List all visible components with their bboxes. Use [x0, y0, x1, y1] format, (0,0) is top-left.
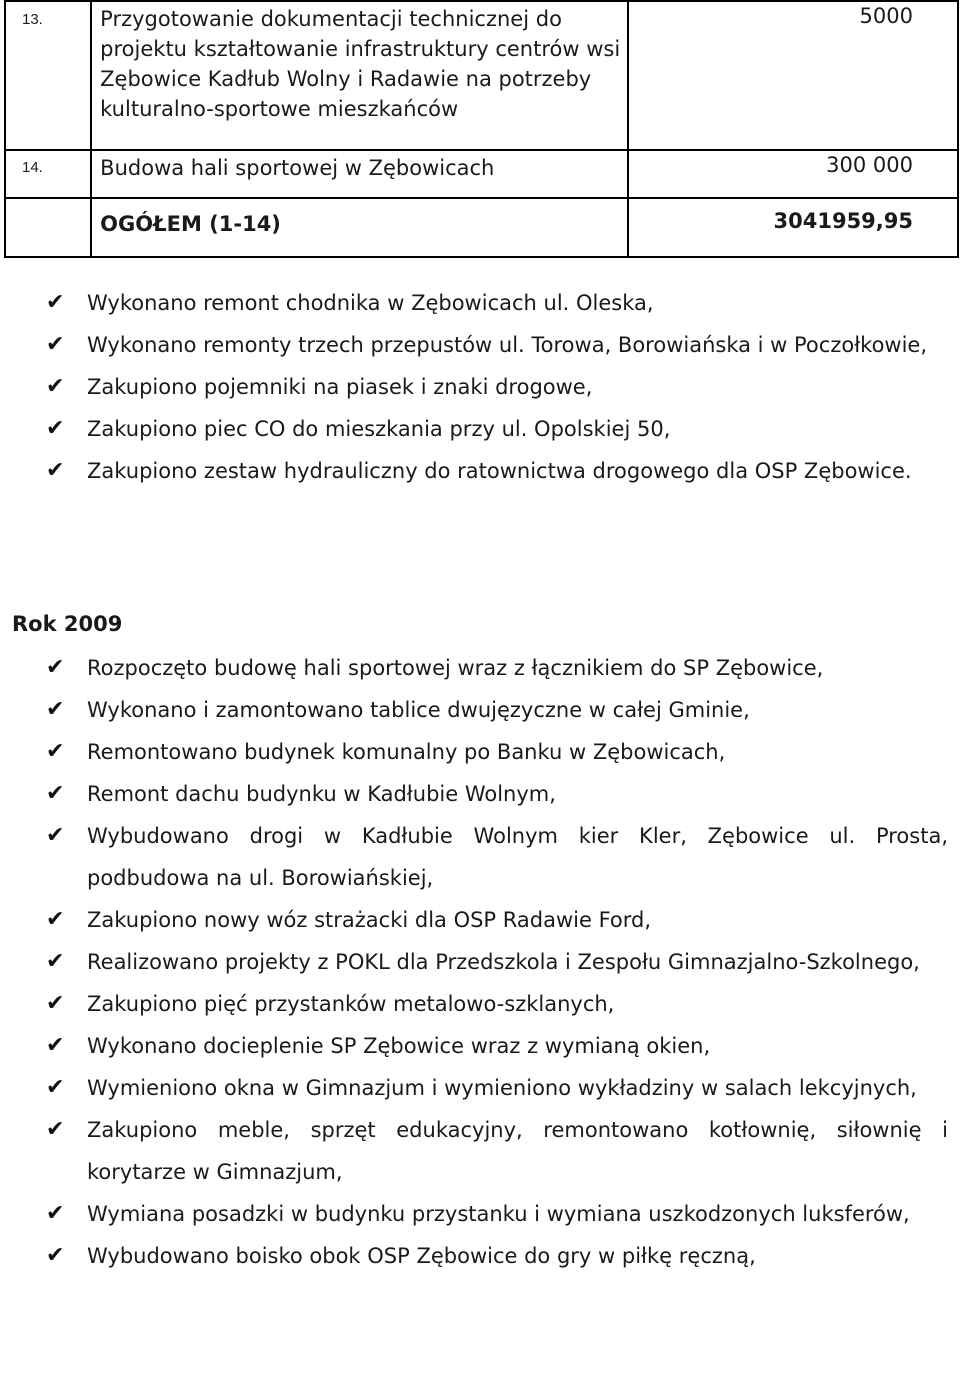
list-item-text: Wymiana posadzki w budynku przystanku i wymiana uszkodzonych luksferów,	[87, 1202, 910, 1226]
list-item	[0, 450, 960, 492]
list-item	[0, 1235, 960, 1277]
checkmark-icon: ✔	[46, 416, 65, 441]
checkmark-icon: ✔	[46, 1243, 65, 1268]
section-heading-2009: Rok 2009	[12, 612, 123, 636]
list-item	[0, 1109, 960, 1193]
list-item	[0, 366, 960, 408]
list-item-text: Rozpoczęto budowę hali sportowej wraz z łącznikiem do SP Zębowice,	[87, 656, 824, 680]
table-total-row	[5, 198, 958, 257]
table-row	[5, 150, 958, 198]
total-label: OGÓŁEM (1-14)	[91, 198, 628, 257]
checkmark-icon: ✔	[46, 949, 65, 974]
list-item	[0, 899, 960, 941]
checkmark-icon: ✔	[46, 655, 65, 680]
checkmark-icon: ✔	[46, 991, 65, 1016]
total-amount: 3041959,95	[628, 198, 958, 257]
checkmark-icon: ✔	[46, 823, 65, 848]
row-amount: 300 000	[628, 150, 958, 198]
list-item-text: Zakupiono nowy wóz strażacki dla OSP Radawie Ford,	[87, 908, 652, 932]
row-number: 13.	[5, 1, 91, 150]
list-2008	[0, 282, 960, 492]
list-item	[0, 731, 960, 773]
list-item	[0, 983, 960, 1025]
checkmark-icon: ✔	[46, 907, 65, 932]
checkmark-icon: ✔	[46, 697, 65, 722]
list-item	[0, 282, 960, 324]
list-item	[0, 408, 960, 450]
row-amount: 5000	[628, 1, 958, 150]
total-number-cell	[5, 198, 91, 257]
list-item-text: Zakupiono piec CO do mieszkania przy ul. Opolskiej 50,	[87, 417, 671, 441]
list-2009	[0, 647, 960, 1277]
list-item-text: Realizowano projekty z POKL dla Przedszkola i Zespołu Gimnazjalno-Szkolnego,	[87, 950, 920, 974]
checkmark-icon: ✔	[46, 1075, 65, 1100]
list-item-text: Wykonano docieplenie SP Zębowice wraz z wymianą okien,	[87, 1034, 711, 1058]
list-item	[0, 689, 960, 731]
list-item	[0, 773, 960, 815]
list-item-text: Wybudowano boisko obok OSP Zębowice do gry w piłkę ręczną,	[87, 1244, 756, 1268]
checkmark-icon: ✔	[46, 739, 65, 764]
list-item-text: Remontowano budynek komunalny po Banku w Zębowicach,	[87, 740, 726, 764]
checkmark-icon: ✔	[46, 332, 65, 357]
list-item	[0, 815, 960, 899]
list-item	[0, 1067, 960, 1109]
list-item-text: Wybudowano drogi w Kadłubie Wolnym kier Kler, Zębowice ul. Prosta, podbudowa na ul. Borowiańskiej,	[87, 824, 948, 890]
list-item-text: Zakupiono meble, sprzęt edukacyjny, remontowano kotłownię, siłownię i korytarze w Gimnazjum,	[87, 1118, 948, 1184]
list-item	[0, 324, 960, 366]
checkmark-icon: ✔	[46, 458, 65, 483]
list-item-text: Zakupiono pojemniki na piasek i znaki drogowe,	[87, 375, 593, 399]
table-row	[5, 1, 958, 150]
checkmark-icon: ✔	[46, 290, 65, 315]
budget-table	[4, 0, 959, 258]
checkmark-icon: ✔	[46, 1117, 65, 1142]
checkmark-icon: ✔	[46, 781, 65, 806]
row-number: 14.	[5, 150, 91, 198]
list-item-text: Wykonano i zamontowano tablice dwujęzyczne w całej Gminie,	[87, 698, 750, 722]
list-item	[0, 1193, 960, 1235]
list-item	[0, 1025, 960, 1067]
list-item-text: Zakupiono zestaw hydrauliczny do ratownictwa drogowego dla OSP Zębowice.	[87, 459, 912, 483]
row-description: Przygotowanie dokumentacji technicznej do projektu kształtowanie infrastruktury centrów wsi Zębowice Kadłub Wolny i Radawie na potrzeby kulturalno-sportowe mieszkańców	[91, 1, 628, 150]
list-item-text: Wymieniono okna w Gimnazjum i wymieniono wykładziny w salach lekcyjnych,	[87, 1076, 917, 1100]
list-item-text: Remont dachu budynku w Kadłubie Wolnym,	[87, 782, 556, 806]
checkmark-icon: ✔	[46, 1033, 65, 1058]
row-description: Budowa hali sportowej w Zębowicach	[91, 150, 628, 198]
list-item-text: Wykonano remonty trzech przepustów ul. Torowa, Borowiańska i w Poczołkowie,	[87, 333, 928, 357]
list-item	[0, 647, 960, 689]
checkmark-icon: ✔	[46, 1201, 65, 1226]
list-item-text: Zakupiono pięć przystanków metalowo-szklanych,	[87, 992, 615, 1016]
list-item-text: Wykonano remont chodnika w Zębowicach ul. Oleska,	[87, 291, 654, 315]
list-item	[0, 941, 960, 983]
checkmark-icon: ✔	[46, 374, 65, 399]
